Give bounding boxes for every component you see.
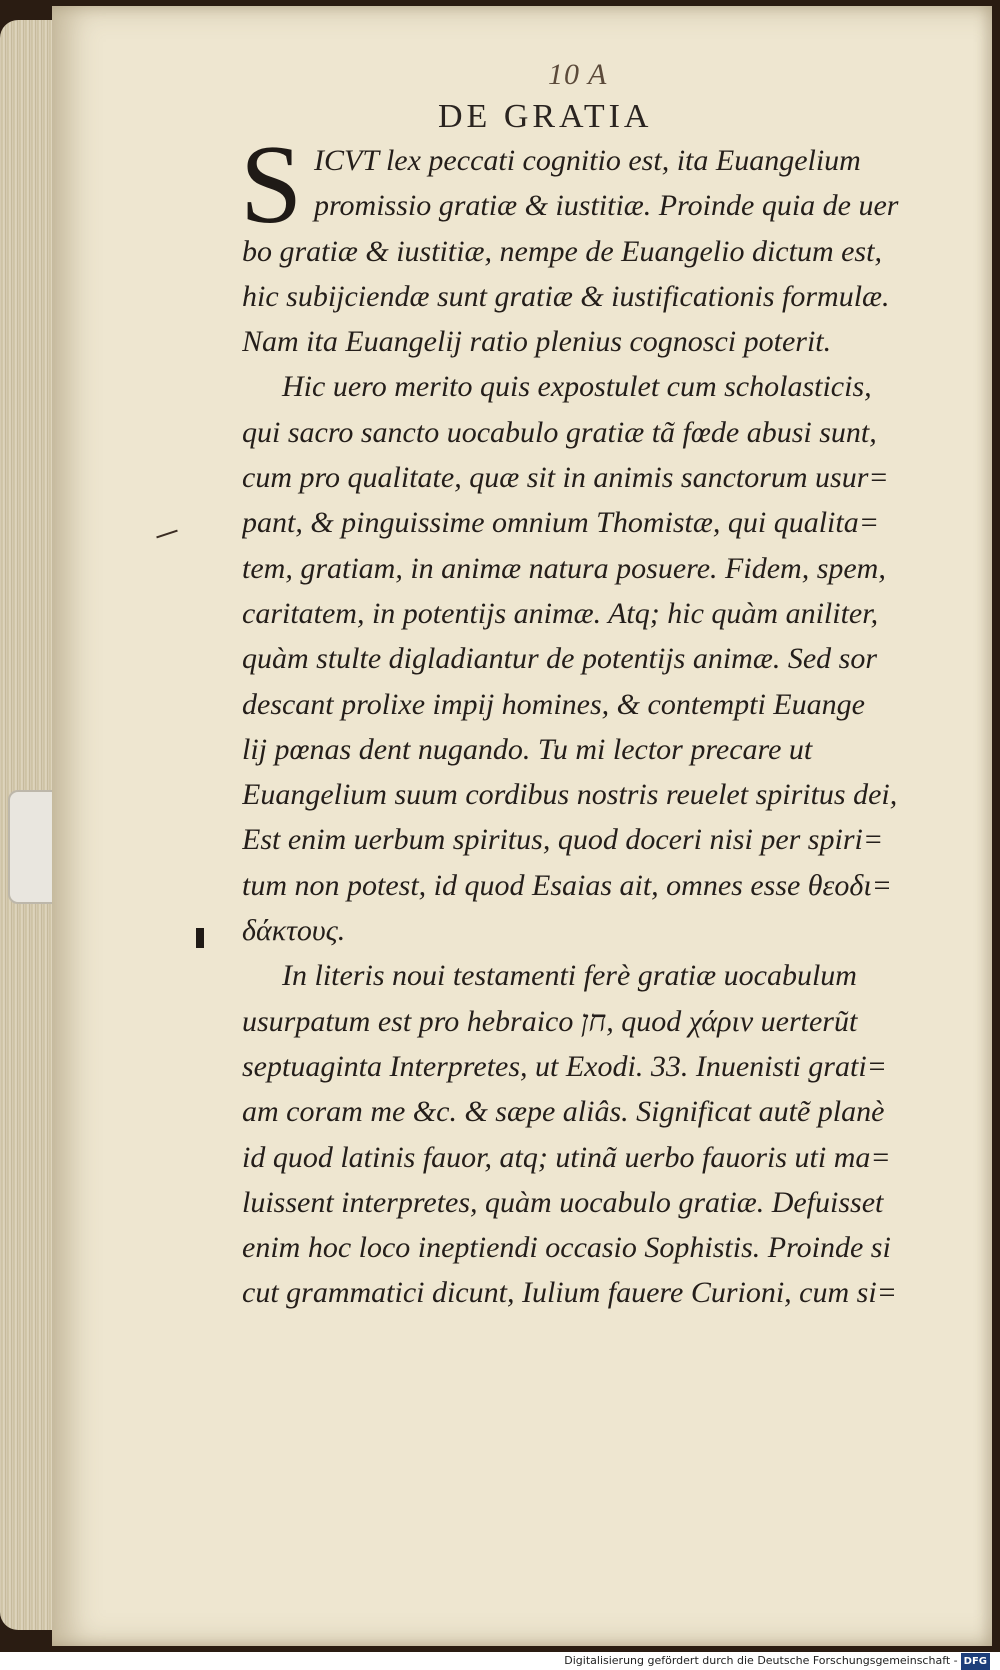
text-line: septuaginta Interpretes, ut Exodi. 33. Inuenisti grati= (242, 1049, 887, 1083)
footer-credit (0, 1652, 990, 1669)
paragraph-mark (196, 928, 204, 948)
dfg-logo: DFG (961, 1653, 990, 1670)
text-line: luissent interpretes, quàm uocabulo gratiæ. Defuisset (242, 1185, 884, 1219)
text-line: id quod latinis fauor, atq; utinã uerbo fauoris uti ma= (242, 1140, 891, 1174)
text-line: am coram me &c. & sæpe aliâs. Significat autẽ planè (242, 1095, 885, 1129)
text-line: δάκτους. (242, 914, 346, 948)
text-line: descant prolixe impij homines, & contempti Euange (242, 687, 865, 721)
text-line: cut grammatici dicunt, Iulium fauere Curioni, cum si= (242, 1276, 897, 1310)
text-line: ICVT lex peccati cognitio est, ita Euangelium (314, 144, 861, 177)
drop-capital: S (240, 123, 303, 247)
body-text (240, 123, 952, 1316)
text-line: In literis noui testamenti ferè gratiæ uocabulum (282, 959, 857, 993)
text-line: promissio gratiæ & iustitiæ. Proinde quia de uer (314, 189, 899, 223)
running-head: DE GRATIA (438, 98, 653, 135)
text-line: cum pro qualitate, quæ sit in animis sanctorum usur= (242, 461, 889, 495)
margin-mark (156, 530, 178, 539)
footer-text: Digitalisierung gefördert durch die Deutsche Forschungsgemeinschaft - (564, 1654, 958, 1667)
folio-number: 10 A (548, 58, 608, 91)
text-line: quàm stulte digladiantur de potentijs animæ. Sed sor (242, 642, 877, 676)
text-line: bo gratiæ & iustitiæ, nempe de Euangelio dictum est, (242, 234, 882, 268)
text-line: usurpatum est pro hebraico חן, quod χάριν uerterũt (242, 1004, 858, 1038)
text-line: Euangelium suum cordibus nostris reuelet spiritus dei, (242, 778, 898, 812)
text-line: lij pœnas dent nugando. Tu mi lector precare ut (242, 732, 813, 766)
text-line: Nam ita Euangelij ratio plenius cognosci poterit. (242, 325, 832, 359)
text-line: Hic uero merito quis expostulet cum scholasticis, (282, 370, 872, 404)
text-line: tum non potest, id quod Esaias ait, omnes esse θεοδι= (242, 868, 892, 902)
text-line: pant, & pinguissime omnium Thomistæ, qui qualita= (242, 506, 879, 540)
text-line: enim hoc loco ineptiendi occasio Sophistis. Proinde si (242, 1231, 891, 1265)
text-line: hic subijciendæ sunt gratiæ & iustificationis formulæ. (242, 279, 890, 313)
text-line: tem, gratiam, in animæ natura posuere. Fidem, spem, (242, 551, 886, 585)
text-line: caritatem, in potentijs animæ. Atq; hic quàm aniliter, (242, 596, 879, 630)
text-line: qui sacro sancto uocabulo gratiæ tã fœde abusi sunt, (242, 415, 877, 449)
text-line: Est enim uerbum spiritus, quod doceri nisi per spiri= (242, 823, 884, 857)
